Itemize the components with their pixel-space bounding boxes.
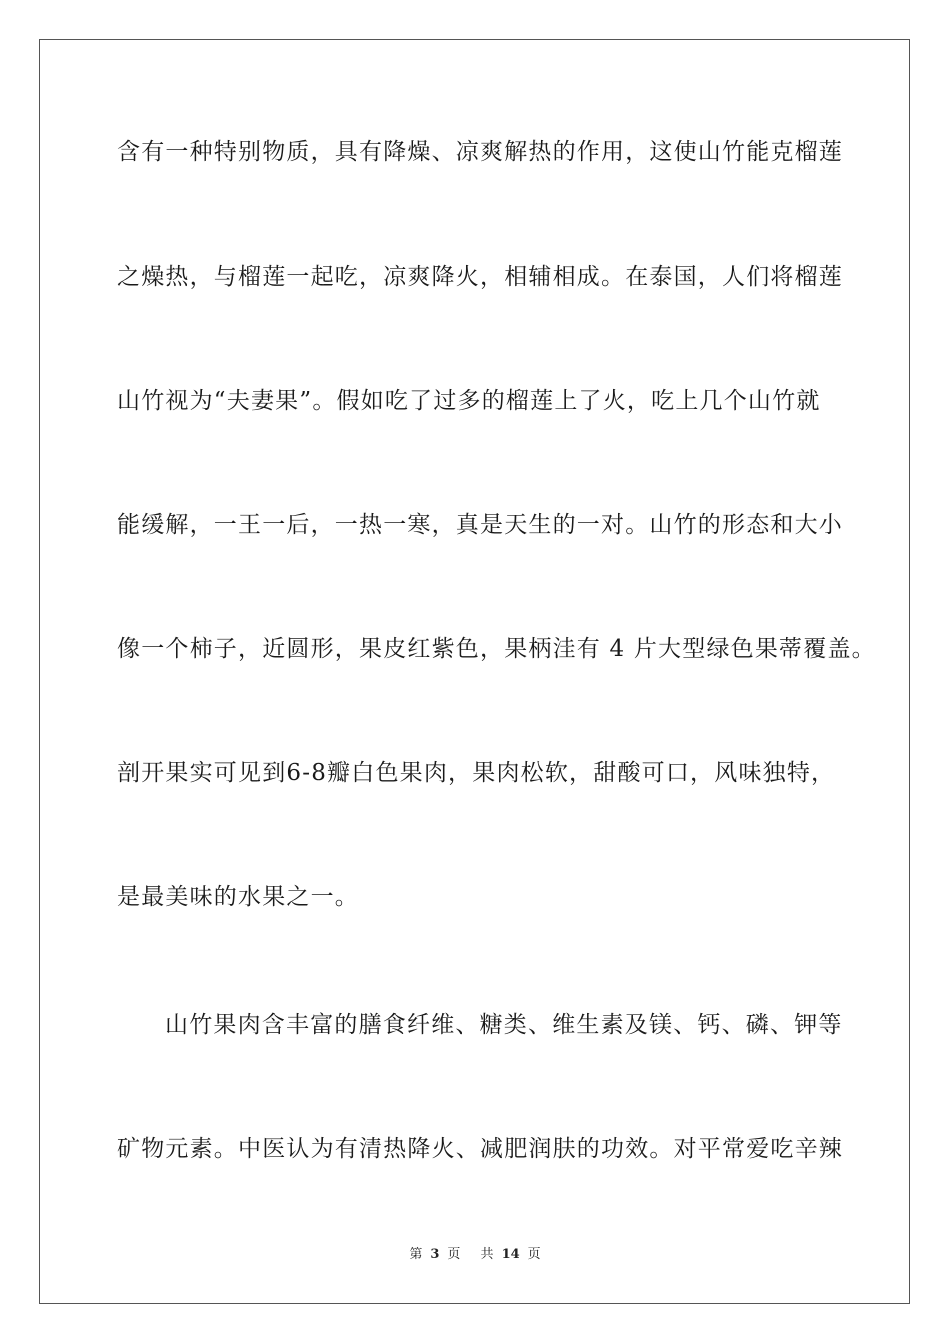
text-line-7: 是最美味的水果之一。 (117, 884, 359, 910)
text-line-5: 像一个柿子，近圆形，果皮红紫色，果柄洼有 4 片大型绿色果蒂覆盖。 (117, 636, 876, 662)
current-page-number: 3 (430, 1247, 440, 1262)
text-line-3: 山竹视为“夫妻果”。假如吃了过多的榴莲上了火，吃上几个山竹就 (117, 388, 821, 414)
page-footer (0, 1246, 950, 1264)
page-indicator: 第 3 页 (409, 1247, 461, 1262)
text-line-4: 能缓解，一王一后，一热一寒，真是天生的一对。山竹的形态和大小 (117, 512, 843, 538)
text-line-6: 剖开果实可见到6-8瓣白色果肉，果肉松软，甜酸可口，风味独特， (117, 760, 836, 786)
total-page-count: 14 (501, 1247, 520, 1262)
text-line-2: 之燥热，与榴莲一起吃，凉爽降火，相辅相成。在泰国，人们将榴莲 (117, 264, 843, 290)
page-border (39, 39, 910, 1304)
total-pages-indicator: 共 14 页 (480, 1247, 541, 1262)
paragraph-start-line: 山竹果肉含丰富的膳食纤维、糖类、维生素及镁、钙、磷、钾等 (165, 1012, 843, 1038)
text-line-9: 矿物元素。中医认为有清热降火、减肥润肤的功效。对平常爱吃辛辣 (117, 1136, 843, 1162)
text-line-1: 含有一种特别物质，具有降燥、凉爽解热的作用，这使山竹能克榴莲 (117, 139, 843, 165)
